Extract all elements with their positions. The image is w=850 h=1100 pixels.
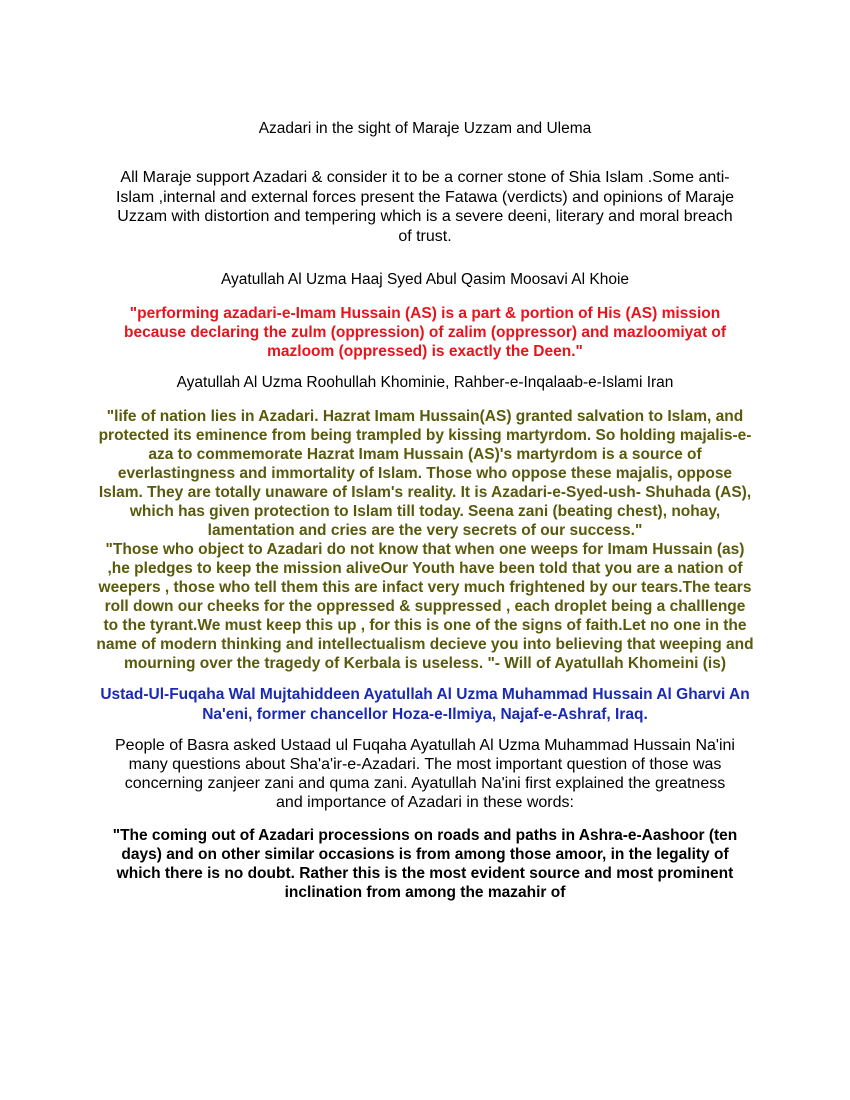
scholar-heading-khoie: Ayatullah Al Uzma Haaj Syed Abul Qasim Moosavi Al Khoie — [220, 271, 630, 288]
quote-khomeini-part-1: "life of nation lies in Azadari. Hazrat Imam Hussain(AS) granted salvation to Islam, and protected its eminence from being trampled by kissing martyrdom. So holding majalis-e-aza to commemorate Hazrat Imam Hussain (AS)'s martyrdom is a source of everlastingness and immortality of Islam. Those who oppose these majalis, oppose Islam. They are totally unaware of Islam's reality. It is Azadari-e-Syed-ush- Shuhada (AS), which has given protection to Islam till today. Seena zani (beating chest), nohay, lamentation and cries are the very secrets of our success." — [98, 408, 752, 539]
quote-khomeini — [96, 407, 754, 673]
quote-naeni: "The coming out of Azadari processions on roads and paths in Ashra-e-Aashoor (ten days) and on other similar occasions is from among those amoor, in the legality of which there is no doubt. Rather this is the most evident source and most prominent inclination from among the mazahir of — [112, 827, 738, 901]
quote-khomeini-part-2: "Those who object to Azadari do not know that when one weeps for Imam Hussain (as) ,he pledges to keep the mission aliveOur Youth have been told that you are a nation of weepers , those who tell them this are infact very much frightened by our tears.The tears roll down our cheeks for the oppressed & suppressed , each droplet being a challlenge to the tyrant.We must keep this up , for this is one of the signs of faith.Let no one in the name of modern thinking and intellectualism decieve you into believing that weeping and mourning over the tragedy of Kerbala is useless. "- Will of Ayatullah Khomeini (is) — [96, 541, 754, 672]
quote-khoie: "performing azadari-e-Imam Hussain (AS) is a part & portion of His (AS) mission because declaring the zulm (oppression) of zalim (oppressor) and mazloomiyat of mazloom (oppressed) is exactly the Deen." — [123, 305, 727, 360]
document-title: Azadari in the sight of Maraje Uzzam and Ulema — [258, 120, 592, 137]
narrative-naeni: People of Basra asked Ustaad ul Fuqaha Ayatullah Al Uzma Muhammad Hussain Na'ini many questions about Sha'a'ir-e-Azadari. The most important question of those was concerning zanjeer zani and quma zani. Ayatullah Na'ini first explained the greatness and importance of Azadari in these words: — [115, 737, 735, 811]
intro-paragraph: All Maraje support Azadari & consider it to be a corner stone of Shia Islam .Some anti-Islam ,internal and external forces present the Fatawa (verdicts) and opinions of Maraje Uzzam with distortion and tempering which is a severe deeni, literary and moral breach of trust. — [115, 169, 735, 245]
scholar-heading-naeni: Ustad-Ul-Fuqaha Wal Mujtahiddeen Ayatullah Al Uzma Muhammad Hussain Al Gharvi An Na'eni, former chancellor Hoza-e-Ilmiya, Najaf-e-Ashraf, Iraq. — [100, 686, 750, 723]
document-page — [96, 118, 754, 902]
scholar-heading-khomeini: Ayatullah Al Uzma Roohullah Khominie, Rahber-e-Inqalaab-e-Islami Iran — [176, 374, 674, 391]
